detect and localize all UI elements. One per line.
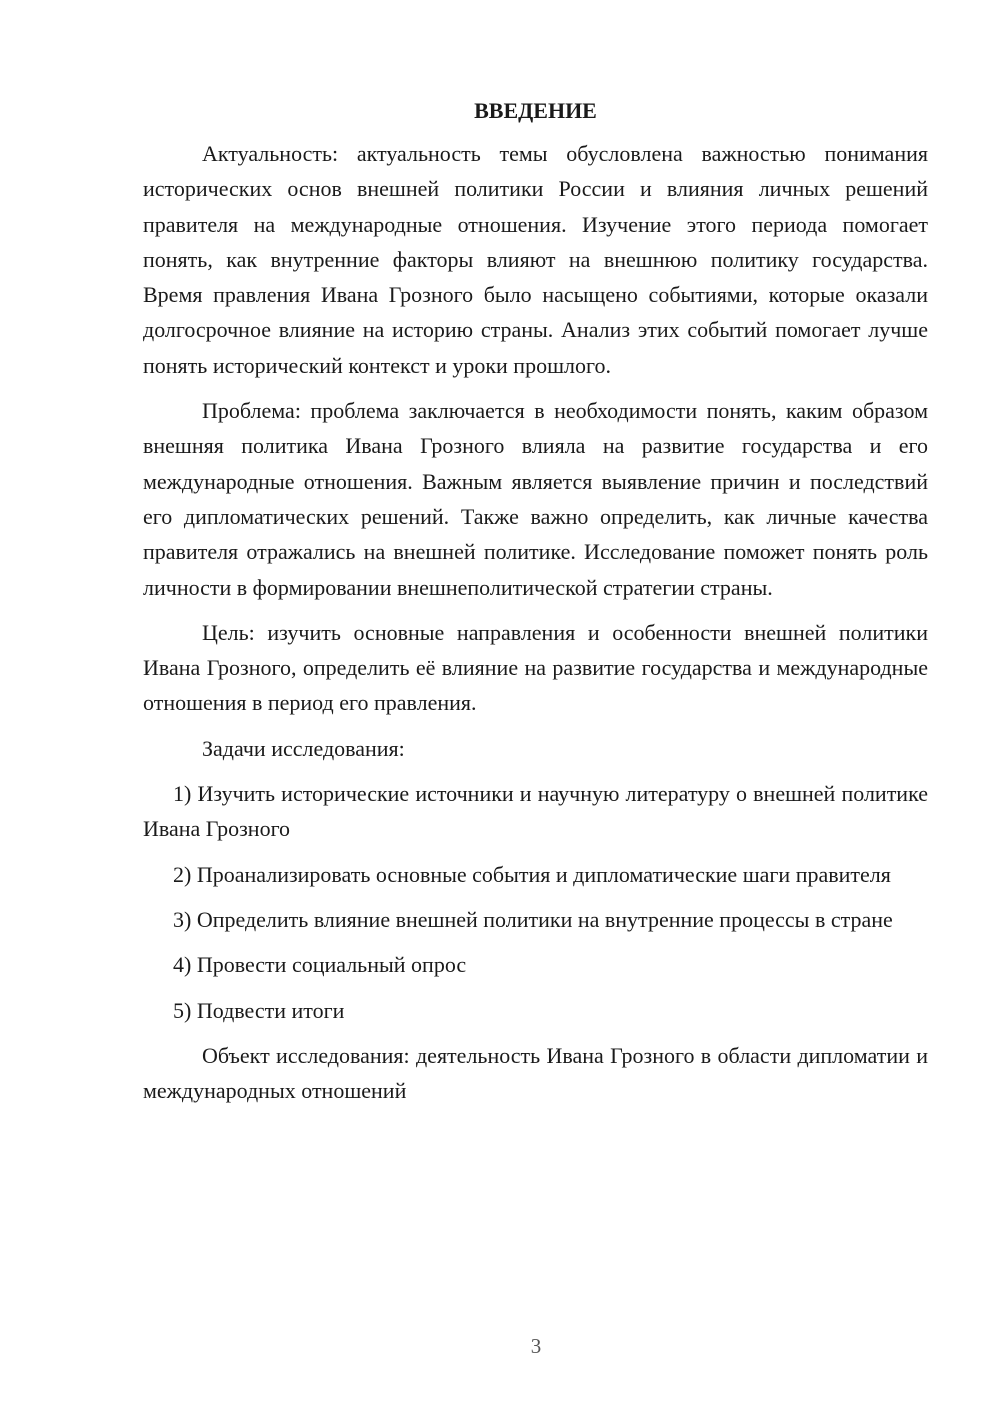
- problem-paragraph: Проблема: проблема заключается в необходимости понять, каким образом внешняя политика Ивана Грозного влияла на развитие государства и его международные отношения. Важным является выявление причин и последствий его дипломатических решений. Также важно определить, как личные качества правителя отражались на внешней политике. Исследование поможет понять роль личности в формировании внешнеполитической стратегии страны.: [143, 398, 928, 600]
- task-item-5: 5) Подвести итоги: [173, 997, 345, 1023]
- task-item-1: 1) Изучить исторические источники и научную литературу о внешней политике Ивана Грозного: [143, 781, 928, 842]
- document-page: [143, 96, 928, 1118]
- task-item-3: 3) Определить влияние внешней политики на внутренние процессы в стране: [173, 906, 893, 932]
- tasks-heading: Задачи исследования:: [202, 735, 405, 761]
- task-item-2: 2) Проанализировать основные события и дипломатические шаги правителя: [173, 861, 891, 887]
- page-title: ВВЕДЕНИЕ: [474, 98, 597, 123]
- task-item-4: 4) Провести социальный опрос: [173, 952, 467, 978]
- page-number: 3: [530, 1334, 542, 1358]
- goal-paragraph: Цель: изучить основные направления и особенности внешней политики Ивана Грозного, определить её влияние на развитие государства и международные отношения в период его правления.: [143, 619, 928, 716]
- relevance-paragraph: Актуальность: актуальность темы обусловлена важностью понимания исторических основ внешней политики России и влияния личных решений правителя на международные отношения. Изучение этого периода помогает понять, как внутренние факторы влияют на внешнюю политику государства. Время правления Ивана Грозного было насыщено событиями, которые оказали долгосрочное влияние на историю страны. Анализ этих событий помогает лучше понять исторический контекст и уроки прошлого.: [143, 141, 928, 378]
- object-paragraph: Объект исследования: деятельность Ивана Грозного в области дипломатии и международных отношений: [143, 1042, 928, 1104]
